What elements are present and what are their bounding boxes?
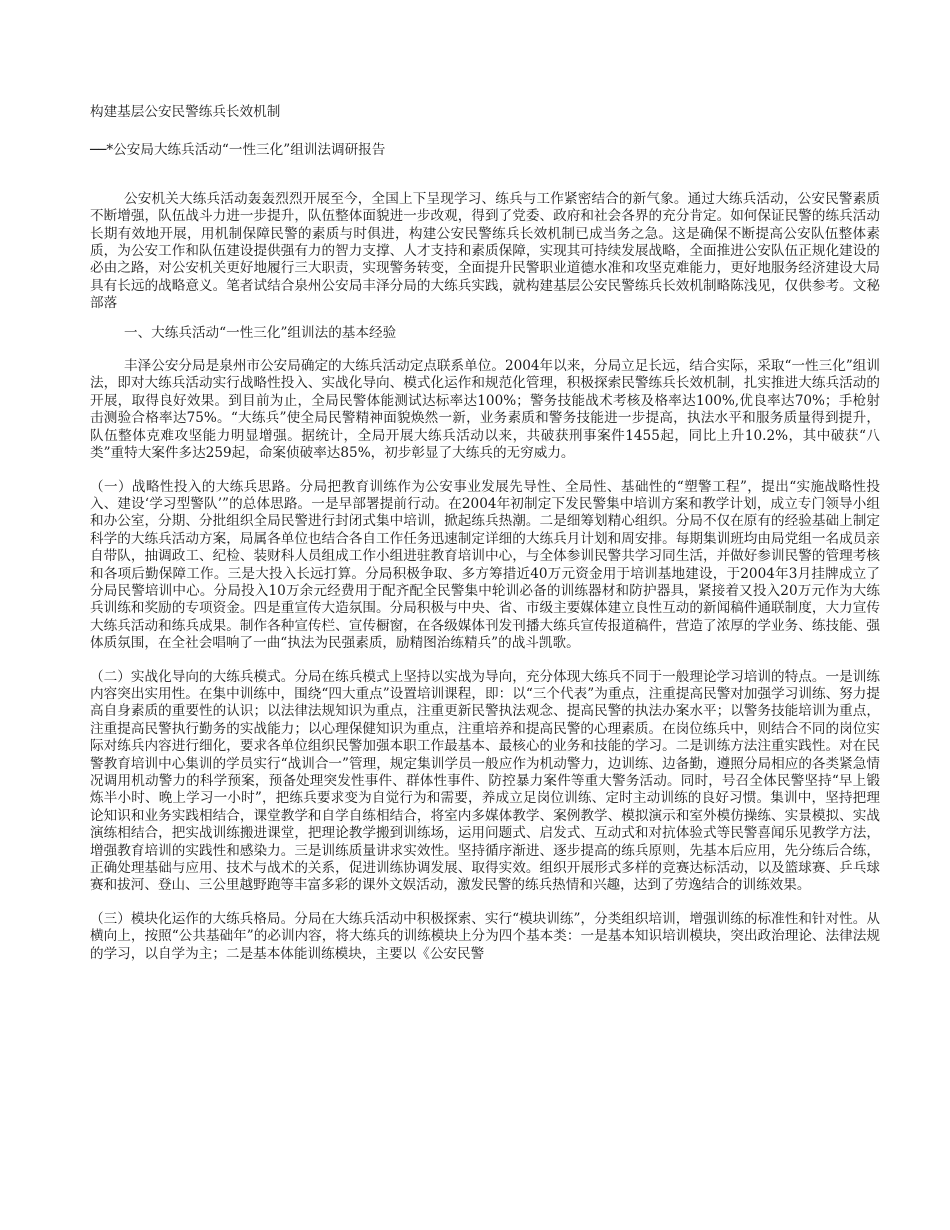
section-heading-1: 一、大练兵活动“一性三化”组训法的基本经验 — [124, 324, 397, 341]
document-page — [90, 104, 880, 963]
document-subtitle: ──*公安局大练兵活动“一性三化”组训法调研报告 — [90, 142, 386, 159]
intro-paragraph: 公安机关大练兵活动轰轰烈烈开展至今，全国上下呈现学习、练兵与工作紧密结合的新气象。通过大练兵活动，公安民警素质不断增强，队伍战斗力进一步提升，队伍整体面貌进一步改观，得到了党委、政府和社会各界的充分肯定。如何保证民警的练兵活动长期有效地开展，用机制保障民警的素质与时俱进，构建公安民警练兵长效机制已成当务之急。这是确保不断提高公安队伍整体素质，为公安工作和队伍建设提供强有力的智力支撑、人才支持和素质保障，实现其可持续发展战略，全面推进公安队伍正规化建设的必由之路，对公安机关更好地履行三大职责，实现警务转变，全面提升民警职业道德水准和攻坚克难能力，更好地服务经济建设大局具有长远的战略意义。笔者试结合泉州公安局丰泽分局的大练兵实践，就构建基层公安民警练兵长效机制略陈浅见，仅供参考。文秘部落 — [90, 190, 880, 312]
paragraph-modular-operation: （三）模块化运作的大练兵格局。分局在大练兵活动中积极探索、实行“模块训练”，分类组织培训，增强训练的标准性和针对性。从横向上，按照“公共基础年”的必训内容，将大练兵的训练模块上分为四个基本类：一是基本知识培训模块，突出政治理论、法律法规的学习，以自学为主；二是基本体能训练模块，主要以《公安民警 — [90, 910, 880, 962]
document-title: 构建基层公安民警练兵长效机制 — [90, 104, 281, 120]
paragraph-practical-orientation: （二）实战化导向的大练兵模式。分局在练兵模式上坚持以实战为导向，充分体现大练兵不同于一般理论学习培训的特点。一是训练内容突出实用性。在集中训练中，围绕“四大重点”设置培训课程，即：以“三个代表”为重点，注重提高民警对加强学习训练、努力提高自身素质的重要性的认识；以法律法规知识为重点，注重更新民警执法观念、提高民警的执法办案水平；以警务技能培训为重点，注重提高民警执行勤务的实战能力；以心理保健知识为重点，注重培养和提高民警的心理素质。在岗位练兵中，则结合不同的岗位实际对练兵内容进行细化，要求各单位组织民警加强本职工作最基本、最核心的业务和技能的学习。二是训练方法注重实践性。对在民警教育培训中心集训的学员实行“战训合一”管理，规定集训学员一般应作为机动警力，边训练、边备勤，遵照分局相应的各类紧急情况调用机动警力的科学预案，预备处理突发性事件、群体性事件、防控暴力案件等重大警务活动。同时，号召全体民警坚持“早上锻炼半小时、晚上学习一小时”，把练兵要求变为自觉行为和需要，养成立足岗位训练、定时主动训练的良好习惯。集训中，坚持把理论知识和业务实践相结合，课堂教学和自学自练相结合，将室内多媒体教学、案例教学、模拟演示和室外模仿操练、实景模拟、实战演练相结合，把实战训练搬进课堂，把理论教学搬到训练场，运用问题式、启发式、互动式和对抗体验式等民警喜闻乐见教学方法，增强教育培训的实践性和感染力。三是训练质量讲求实效性。坚持循序渐进、逐步提高的练兵原则，先基本后应用，先分练后合练，正确处理基础与应用、技术与战术的关系，促进训练协调发展、取得实效。组织开展形式多样的竞赛达标活动，以及篮球赛、乒乓球赛和拔河、登山、三公里越野跑等丰富多彩的课外文娱活动，激发民警的练兵热情和兴趣，达到了劳逸结合的训练效果。 — [90, 668, 880, 894]
paragraph-strategic-investment: （一）战略性投入的大练兵思路。分局把教育训练作为公安事业发展先导性、全局性、基础性的“塑警工程”，提出“实施战略性投入、建设‘学习型警队’”的总体思路。一是早部署提前行动。在2004年初制定下发民警集中培训方案和教学计划，成立专门领导小组和办公室，分期、分批组织全局民警进行封闭式集中培训，掀起练兵热潮。二是细筹划精心组织。分局不仅在原有的经验基础上制定科学的大练兵活动方案，局属各单位也结合各自工作任务迅速制定详细的大练兵月计划和周安排。每期集训班均由局党组一名成员亲自带队，抽调政工、纪检、装财科人员组成工作小组进驻教育培训中心，与全体参训民警共学习同生活，并做好参训民警的管理考核和各项后勤保障工作。三是大投入长远打算。分局积极争取、多方筹措近40万元资金用于培训基地建设，于2004年3月挂牌成立了分局民警培训中心。分局投入10万余元经费用于配齐配全民警集中轮训必备的训练器材和防护器具，紧接着又投入20万元作为大练兵训练和奖励的专项资金。四是重宣传大造氛围。分局积极与中央、省、市级主要媒体建立良性互动的新闻稿件通联制度，大力宣传大练兵活动和练兵成果。制作各种宣传栏、宣传橱窗，在各级媒体刊发刊播大练兵宣传报道稿件，营造了浓厚的学业务、练技能、强体质氛围，在全社会唱响了一曲“执法为民强素质，励精图治练精兵”的战斗凯歌。 — [90, 478, 880, 652]
paragraph-basic-experience: 丰泽公安分局是泉州市公安局确定的大练兵活动定点联系单位。2004年以来，分局立足长远，结合实际，采取“一性三化”组训法，即对大练兵活动实行战略性投入、实战化导向、模式化运作和规范化管理，积极探索民警练兵长效机制，扎实推进大练兵活动的开展，取得良好效果。到目前为止，全局民警体能测试达标率达100%；警务技能战术考核及格率达100%,优良率达70%；手枪射击测验合格率达75%。“大练兵”使全局民警精神面貌焕然一新，业务素质和警务技能进一步提高，执法水平和服务质量得到提升，队伍整体克难攻坚能力明显增强。据统计，全局开展大练兵活动以来，共破获刑事案件1455起，同比上升10.2%，其中破获“八类”重特大案件多达259起，命案侦破率达85%，初步彰显了大练兵的无穷威力。 — [90, 358, 880, 462]
